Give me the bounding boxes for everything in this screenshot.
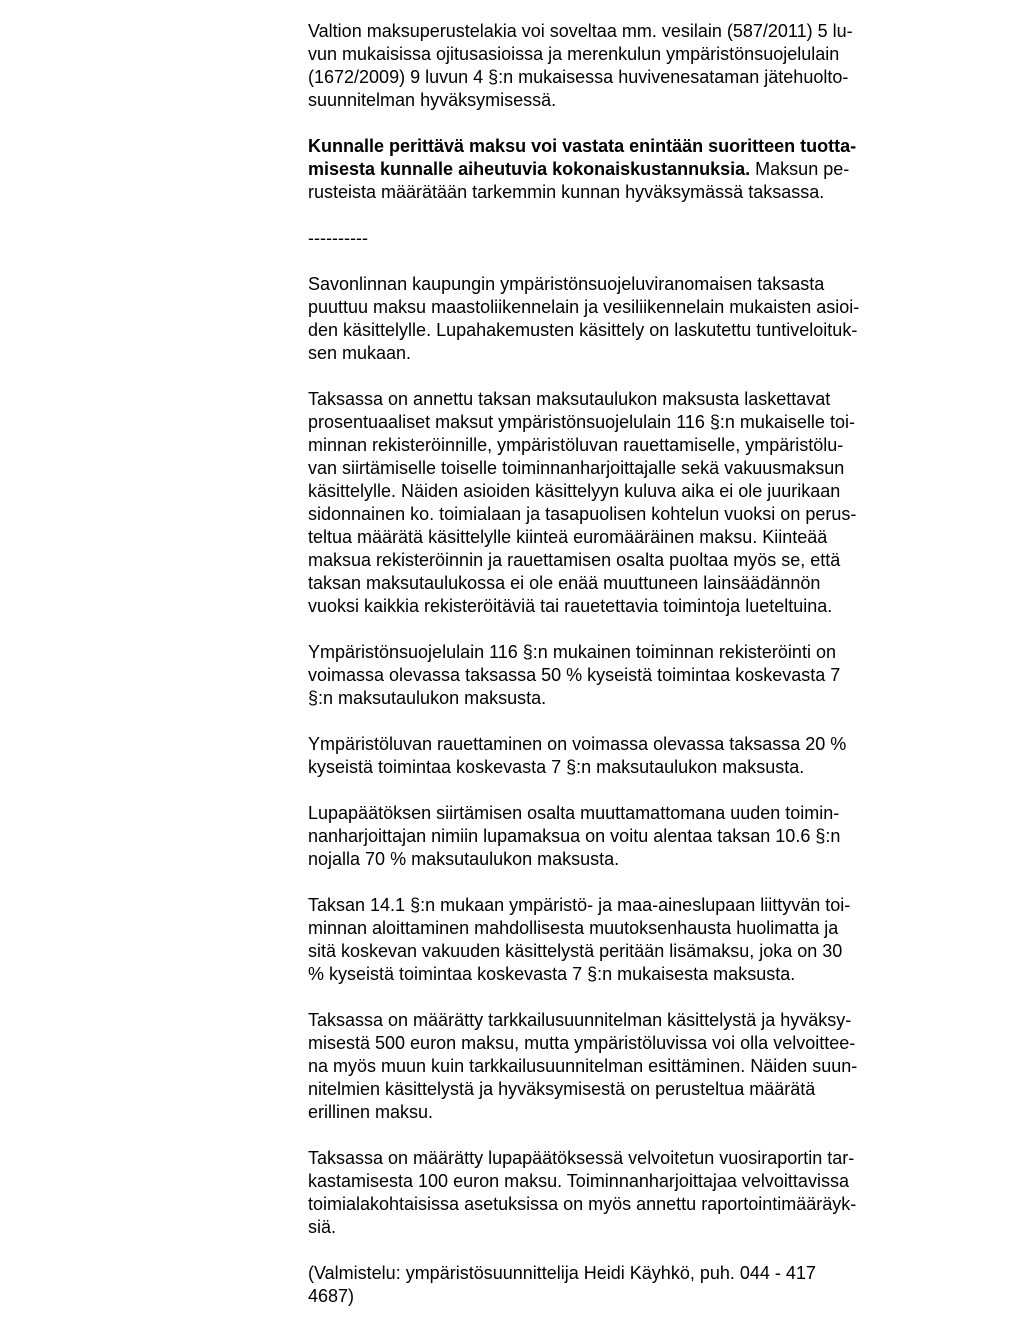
text-line: Savonlinnan kaupungin ympäristönsuojeluviranomaisen taksasta <box>308 274 825 294</box>
paragraph-aloittaminen <box>308 894 920 986</box>
paragraph-savonlinna-taksa <box>308 273 920 365</box>
text-line: kastamisesta 100 euron maksu. Toiminnanharjoittajaa velvoittavissa <box>308 1171 849 1191</box>
text-line: vuoksi kaikkia rekisteröitäviä tai rauetettavia toimintoja lueteltuina. <box>308 596 833 616</box>
separator-line <box>308 227 920 250</box>
text-line: na myös muun kuin tarkkailusuunnitelman esittäminen. Näiden suun- <box>308 1056 858 1076</box>
text-line: 4687) <box>308 1286 355 1306</box>
text-line: toimialakohtaisissa asetuksissa on myös annettu raportointimääräyk- <box>308 1194 857 1214</box>
paragraph-kunnalle-perittava-maksu <box>308 135 920 204</box>
text-line: käsittelylle. Näiden asioiden käsittelyyn kuluva aika ei ole juurikaan <box>308 481 841 501</box>
text-line: nitelmien käsittelystä ja hyväksymisestä on perusteltua määrätä <box>308 1079 816 1099</box>
text-line: Taksassa on määrätty tarkkailusuunnitelman käsittelystä ja hyväksy- <box>308 1010 852 1030</box>
paragraph-prosentuaaliset-maksut <box>308 388 920 618</box>
paragraph-tarkkailusuunnitelma <box>308 1009 920 1124</box>
text-line: prosentuaaliset maksut ympäristönsuojelulain 116 §:n mukaiselle toi- <box>308 412 855 432</box>
text-line: (Valmistelu: ympäristösuunnittelija Heidi Käyhkö, puh. 044 - 417 <box>308 1263 816 1283</box>
separator-dashes: ---------- <box>308 228 368 248</box>
text-line: Ympäristönsuojelulain 116 §:n mukainen toiminnan rekisteröinti on <box>308 642 836 662</box>
text-line-mixed <box>308 158 920 181</box>
text-line: nojalla 70 % maksutaulukon maksusta. <box>308 849 620 869</box>
paragraph-valmistelu <box>308 1262 920 1308</box>
text-line: den käsittelylle. Lupahakemusten käsittely on laskutettu tuntiveloituk- <box>308 320 858 340</box>
text-line: % kyseistä toimintaa koskevasta 7 §:n mukaisesta maksusta. <box>308 964 796 984</box>
text-line: nanharjoittajan nimiin lupamaksua on voitu alentaa taksan 10.6 §:n <box>308 826 841 846</box>
text-line: erillinen maksu. <box>308 1102 434 1122</box>
paragraph-maksuperustelaki <box>308 20 920 112</box>
text-line: sidonnainen ko. toimialaan ja tasapuolisen kohtelun vuoksi on perus- <box>308 504 857 524</box>
text-line: suunnitelman hyväksymisessä. <box>308 90 557 110</box>
text-line: rusteista määrätään tarkemmin kunnan hyväksymässä taksassa. <box>308 182 825 202</box>
text-line: Ympäristöluvan rauettaminen on voimassa olevassa taksassa 20 % <box>308 734 847 754</box>
text-line: Taksassa on annettu taksan maksutaulukon maksusta laskettavat <box>308 389 831 409</box>
text-line: misestä 500 euron maksu, mutta ympäristöluvissa voi olla velvoittee- <box>308 1033 856 1053</box>
paragraph-rauettaminen <box>308 733 920 779</box>
text-line: vun mukaisissa ojitusasioissa ja merenkulun ympäristönsuojelulain <box>308 44 840 64</box>
text-segment: Maksun pe- <box>750 159 850 179</box>
paragraph-siirtaminen <box>308 802 920 871</box>
text-line: minnan rekisteröinnille, ympäristöluvan rauettamiselle, ympäristölu- <box>308 435 844 455</box>
text-line: (1672/2009) 9 luvun 4 §:n mukaisessa huvivenesataman jätehuolto- <box>308 67 849 87</box>
bold-text-segment: misesta kunnalle aiheutuvia kokonaiskustannuksia. <box>308 159 751 179</box>
document-page <box>308 20 920 1308</box>
text-line: van siirtämiselle toiselle toiminnanharjoittajalle sekä vakuusmaksun <box>308 458 845 478</box>
text-line: kyseistä toimintaa koskevasta 7 §:n maksutaulukon maksusta. <box>308 757 805 777</box>
text-line: §:n maksutaulukon maksusta. <box>308 688 547 708</box>
text-line: sen mukaan. <box>308 343 412 363</box>
paragraph-rekisterointi <box>308 641 920 710</box>
text-line: puuttuu maksu maastoliikennelain ja vesiliikennelain mukaisten asioi- <box>308 297 860 317</box>
text-line: minnan aloittaminen mahdollisesta muutoksenhausta huolimatta ja <box>308 918 839 938</box>
text-line: voimassa olevassa taksassa 50 % kyseistä toimintaa koskevasta 7 <box>308 665 841 685</box>
text-line: Taksan 14.1 §:n mukaan ympäristö- ja maa-aineslupaan liittyvän toi- <box>308 895 851 915</box>
text-line: Lupapäätöksen siirtämisen osalta muuttamattomana uuden toimin- <box>308 803 840 823</box>
text-line: Valtion maksuperustelakia voi soveltaa mm. vesilain (587/2011) 5 lu- <box>308 21 853 41</box>
text-line: taksan maksutaulukossa ei ole enää muuttuneen lainsäädännön <box>308 573 821 593</box>
text-line: teltua määrätä käsittelylle kiinteä euromääräinen maksu. Kiinteää <box>308 527 828 547</box>
text-line: sitä koskevan vakuuden käsittelystä peritään lisämaksu, joka on 30 <box>308 941 843 961</box>
text-line: siä. <box>308 1217 337 1237</box>
bold-text-line: Kunnalle perittävä maksu voi vastata enintään suoritteen tuotta- <box>308 136 857 156</box>
paragraph-vuosiraportti <box>308 1147 920 1239</box>
text-line: maksua rekisteröinnin ja rauettamisen osalta puoltaa myös se, että <box>308 550 841 570</box>
text-line: Taksassa on määrätty lupapäätöksessä velvoitetun vuosiraportin tar- <box>308 1148 855 1168</box>
